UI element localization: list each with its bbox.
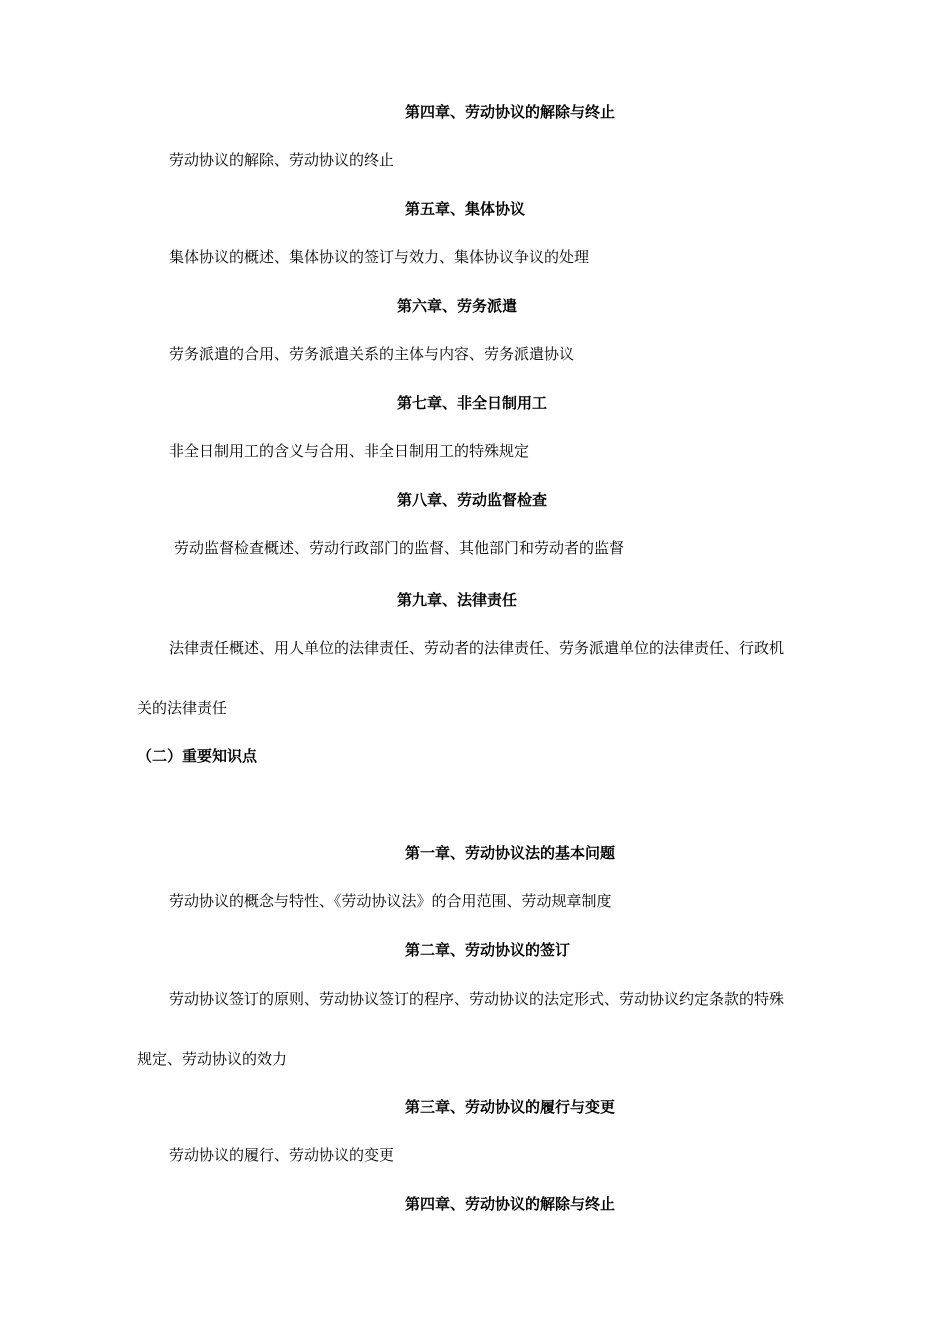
chapter-2-heading: 第二章、劳动协议的签订 — [405, 941, 571, 959]
chapter-3-heading: 第三章、劳动协议的履行与变更 — [405, 1098, 616, 1116]
chapter-2-body-line-1: 劳动协议签订的原则、劳动协议签订的程序、劳动协议的法定形式、劳动协议约定条款的特殊 — [169, 990, 785, 1008]
chapter-9-heading: 第九章、法律责任 — [397, 591, 518, 609]
chapter-5-body: 集体协议的概述、集体协议的签订与效力、集体协议争议的处理 — [169, 248, 590, 266]
chapter-4-heading: 第四章、劳动协议的解除与终止 — [405, 103, 616, 121]
chapter-7-heading: 第七章、非全日制用工 — [397, 394, 548, 412]
section-heading: （二）重要知识点 — [137, 747, 258, 765]
chapter-9-body-line-1: 法律责任概述、用人单位的法律责任、劳动者的法律责任、劳务派遣单位的法律责任、行政机 — [169, 639, 785, 657]
chapter-9-body-line-2: 关的法律责任 — [137, 699, 228, 717]
chapter-2-body-line-2: 规定、劳动协议的效力 — [137, 1050, 288, 1068]
chapter-3-body: 劳动协议的履行、劳动协议的变更 — [169, 1146, 395, 1164]
chapter-4-heading-repeat: 第四章、劳动协议的解除与终止 — [405, 1195, 616, 1213]
chapter-5-heading: 第五章、集体协议 — [405, 200, 526, 218]
chapter-1-body: 劳动协议的概念与特性、《劳动协议法》的合用范围、劳动规章制度 — [169, 892, 612, 910]
chapter-6-body: 劳务派遣的合用、劳务派遣关系的主体与内容、劳务派遣协议 — [169, 345, 575, 363]
chapter-8-body: 劳动监督检查概述、劳动行政部门的监督、其他部门和劳动者的监督 — [174, 539, 625, 557]
chapter-7-body: 非全日制用工的含义与合用、非全日制用工的特殊规定 — [169, 442, 530, 460]
chapter-1-heading: 第一章、劳动协议法的基本问题 — [405, 844, 616, 862]
chapter-8-heading: 第八章、劳动监督检查 — [397, 491, 548, 509]
chapter-4-body: 劳动协议的解除、劳动协议的终止 — [169, 151, 395, 169]
chapter-6-heading: 第六章、劳务派遣 — [397, 297, 518, 315]
